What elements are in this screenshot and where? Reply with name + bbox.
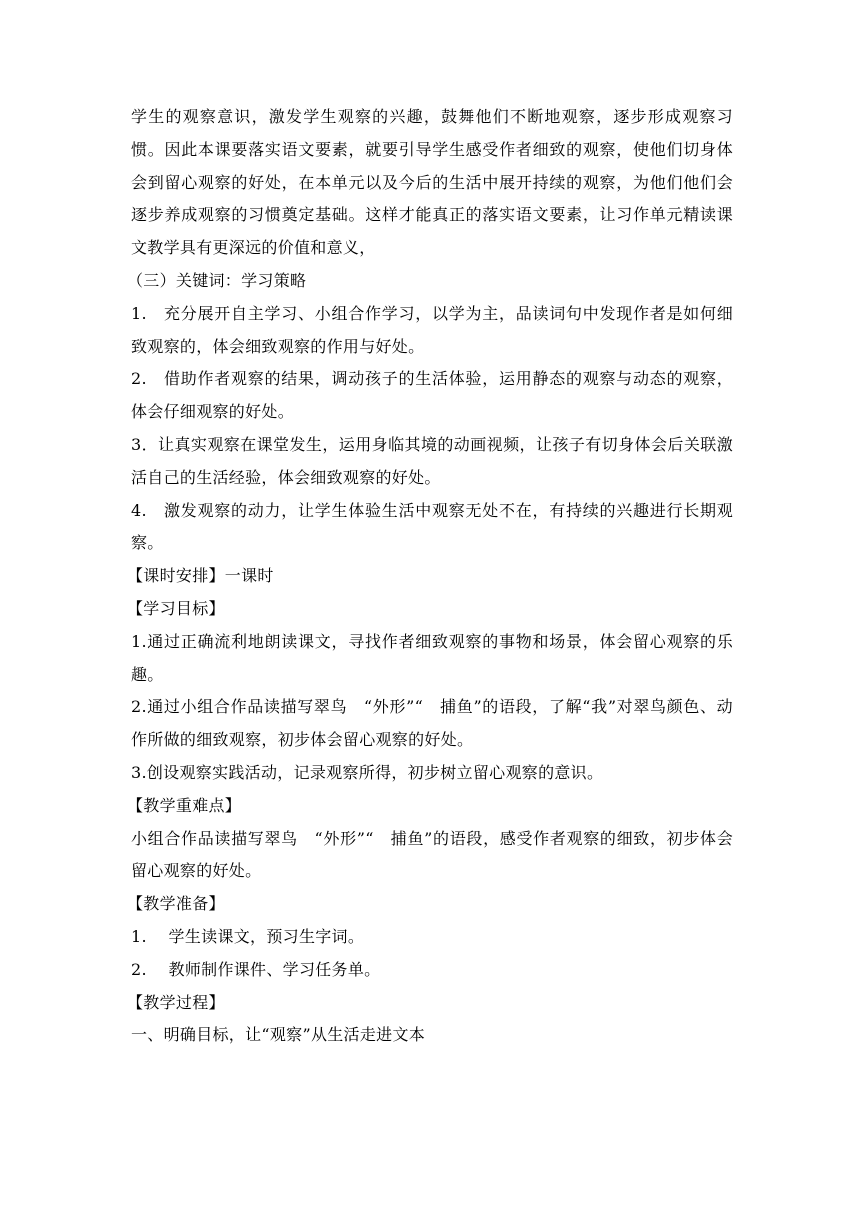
key-difficulties-text: 小组合作品读描写翠鸟 “外形”“ 捕鱼”的语段，感受作者观察的细致，初步体会留心观察的好处。 [131, 828, 733, 881]
strategy-item-2: 2. 借助作者观察的结果，调动孩子的生活体验，运用静态的观察与动态的观察，体会仔细观察的好处。 [131, 369, 733, 422]
strategy-item-3: 3．让真实观察在课堂发生，运用身临其境的动画视频，让孩子有切身体会后关联激活自己的生活经验，体会细致观察的好处。 [131, 434, 733, 487]
heading-learning-goals: 【学习目标】 [127, 598, 225, 618]
document-body [127, 101, 733, 1052]
strategy-item-1: 1. 充分展开自主学习、小组合作学习，以学为主，品读词句中发现作者是如何细致观察的，体会细致观察的作用与好处。 [131, 303, 733, 356]
preparation-item-2: 2. 教师制作课件、学习任务单。 [131, 959, 381, 979]
goal-item-1: 1.通过正确流利地朗读课文，寻找作者细致观察的事物和场景，体会留心观察的乐趣。 [131, 631, 733, 684]
heading-lesson-schedule: 【课时安排】一课时 [127, 566, 274, 586]
section-heading-keywords: （三）关键词：学习策略 [127, 270, 307, 290]
preparation-item-1: 1. 学生读课文，预习生字词。 [131, 926, 365, 946]
goal-item-3: 3.创设观察实践活动，记录观察所得，初步树立留心观察的意识。 [131, 762, 604, 782]
heading-key-difficulties: 【教学重难点】 [127, 795, 242, 815]
paragraph-intro: 学生的观察意识，激发学生观察的兴趣，鼓舞他们不断地观察，逐步形成观察习惯。因此本课要落实语文要素，就要引导学生感受作者细致的观察，使他们切身体会到留心观察的好处，在本单元以及今后的生活中展开持续的观察，为他们他们会逐步养成观察的习惯奠定基础。这样才能真正的落实语文要素，让习作单元精读课文教学具有更深远的价值和意义， [131, 107, 733, 258]
process-step-1: 一、明确目标，让“观察”从生活走进文本 [131, 1025, 426, 1045]
goal-item-2: 2.通过小组合作品读描写翠鸟 “外形”“ 捕鱼”的语段，了解“我”对翠鸟颜色、动作所做的细致观察，初步体会留心观察的好处。 [131, 697, 733, 750]
strategy-item-4: 4. 激发观察的动力，让学生体验生活中观察无处不在，有持续的兴趣进行长期观察。 [131, 500, 733, 553]
heading-preparation: 【教学准备】 [127, 894, 225, 914]
heading-teaching-process: 【教学过程】 [127, 992, 225, 1012]
